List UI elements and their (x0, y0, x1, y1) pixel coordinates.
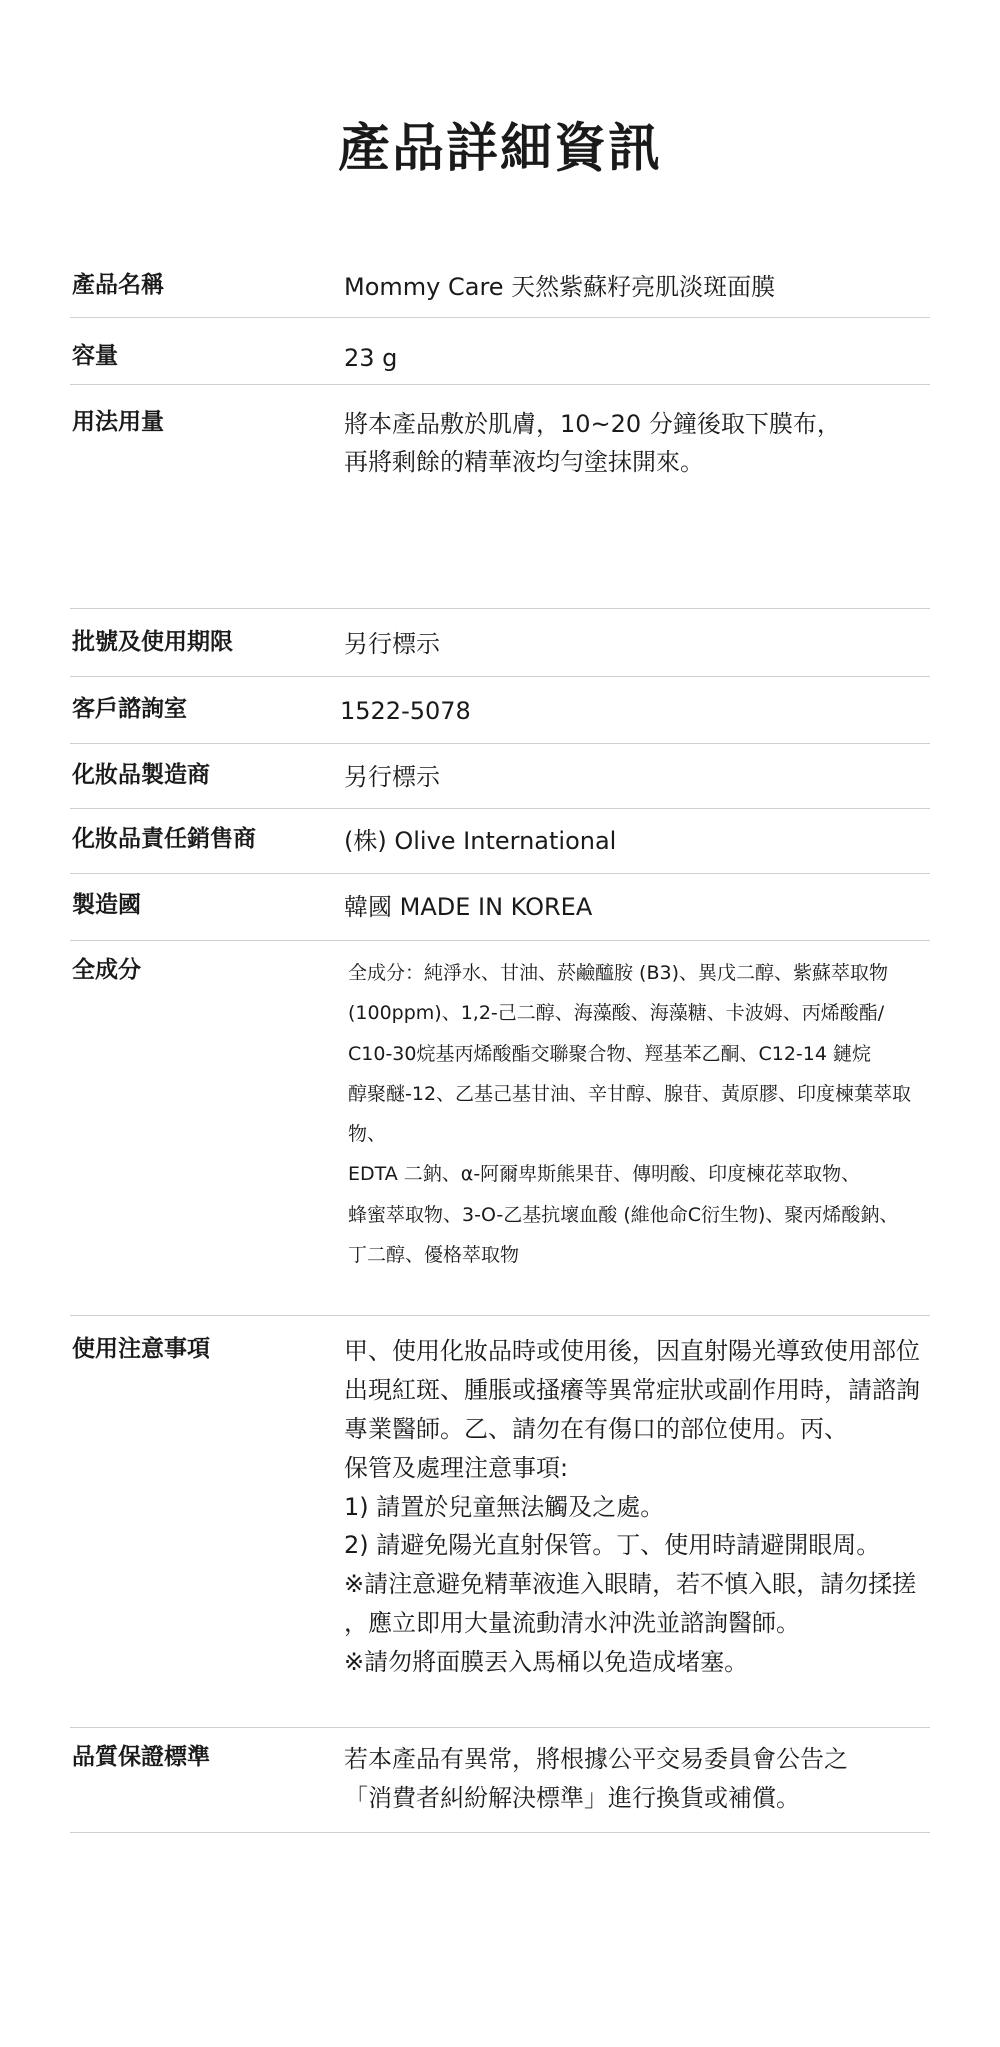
spec-row-ingredients (70, 941, 930, 1316)
spec-row-manufacturer (70, 744, 930, 809)
spec-value: 全成分：純淨水、甘油、菸鹼醯胺 (B3)、異戊二醇、紫蘇萃取物 (100ppm)、1,2-己二醇、海藻酸、海藻糖、卡波姆、丙烯酸酯/ C10-30烷基丙烯酸酯交聯聚合物、羥基苯乙酮、C12-14 鏈烷 醇聚醚-12、乙基己基甘油、辛甘醇、腺苷、黃原膠、印度楝葉萃取物、 EDTA 二鈉、α-阿爾卑斯熊果苷、傳明酸、印度楝花萃取物、 蜂蜜萃取物、3-O-乙基抗壞血酸 (維他命C衍生物)、聚丙烯酸鈉、 丁二醇、優格萃取物 (348, 962, 912, 1266)
spec-label: 化妝品責任銷售商 (72, 826, 256, 852)
spec-label: 批號及使用期限 (72, 629, 233, 655)
spec-label: 品質保證標準 (72, 1744, 210, 1770)
spec-row-quality-standard (70, 1728, 930, 1833)
spec-value: 韓國 MADE IN KOREA (344, 893, 593, 921)
spec-row-lot-expiry (70, 609, 930, 677)
spec-value: 23 g (344, 344, 398, 372)
page-title: 產品詳細資訊 (337, 119, 662, 179)
spec-value: 將本產品敷於肌膚，10~20 分鐘後取下膜布， 再將剩餘的精華液均勻塗抹開來。 (344, 410, 841, 477)
spec-value: 若本產品有異常，將根據公平交易委員會公告之 「消費者糾紛解決標準」進行換貨或補償。 (344, 1745, 848, 1812)
spec-row-country (70, 874, 930, 941)
spec-label: 用法用量 (72, 409, 164, 435)
spec-row-distributor (70, 809, 930, 874)
spec-value: Mommy Care 天然紫蘇籽亮肌淡斑面膜 (344, 273, 776, 301)
spec-value: 另行標示 (344, 630, 440, 658)
spec-value: (株) Olive International (344, 827, 617, 855)
spec-label: 使用注意事項 (72, 1336, 210, 1362)
spec-label: 容量 (72, 343, 118, 369)
spec-row-capacity (70, 318, 930, 385)
spec-value: 1522-5078 (340, 697, 471, 725)
spec-label: 製造國 (72, 892, 141, 918)
spec-row-usage (70, 385, 930, 609)
product-spec-table (70, 248, 930, 1833)
spec-label: 客戶諮詢室 (72, 696, 187, 722)
spec-row-precautions (70, 1316, 930, 1728)
spec-label: 化妝品製造商 (72, 762, 210, 788)
spec-label: 全成分 (72, 957, 141, 983)
spec-row-product-name (70, 248, 930, 318)
spec-value: 甲、使用化妝品時或使用後，因直射陽光導致使用部位 出現紅斑、腫脹或搔癢等異常症狀或副作用時，請諮詢 專業醫師。乙、請勿在有傷口的部位使用。丙、 保管及處理注意事項: 1) 請置於兒童無法觸及之處。 2) 請避免陽光直射保管。丁、使用時請避開眼周。 ※請注意避免精華液進入眼睛，若不慎入眼，請勿揉搓 ，應立即用大量流動清水沖洗並諮詢醫師。 ※請勿將面膜丟入馬桶以免造成堵塞。 (344, 1337, 920, 1676)
spec-value: 另行標示 (344, 763, 440, 791)
spec-row-customer-service (70, 677, 930, 744)
spec-label: 產品名稱 (72, 272, 164, 298)
